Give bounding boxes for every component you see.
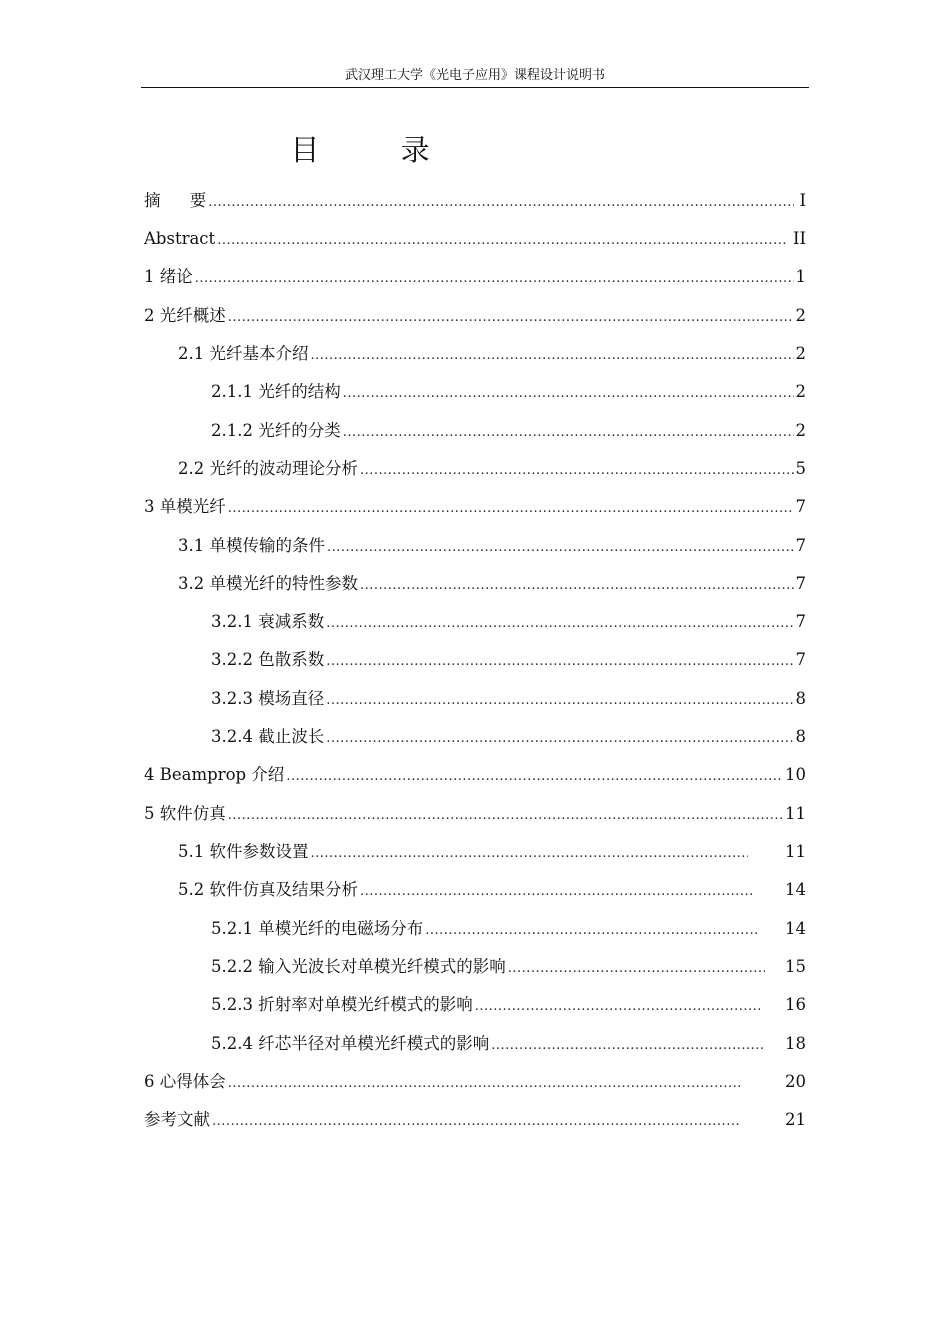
toc-entry-label: 3.2.3 模场直径 — [211, 689, 325, 708]
toc-entry-section-2-1[interactable] — [178, 342, 796, 366]
toc-leader-dots — [217, 229, 788, 253]
toc-entry-page: 14 — [785, 880, 806, 899]
toc-leader-dots — [228, 497, 794, 521]
toc-entry-label: 2.1.2 光纤的分类 — [211, 421, 341, 440]
toc-entry-section-3-2[interactable] — [178, 572, 796, 596]
toc-entry-page: 7 — [795, 536, 806, 555]
toc-entry-section-5-2-4[interactable] — [211, 1032, 767, 1056]
toc-leader-dots — [360, 574, 794, 598]
toc-entry-page: 2 — [795, 306, 806, 325]
toc-entry-label: 2.2 光纤的波动理论分析 — [178, 459, 358, 478]
toc-entry-page: 15 — [785, 957, 806, 976]
toc-entry-section-5-2[interactable] — [178, 878, 754, 902]
toc-entry-page: 2 — [795, 421, 806, 440]
toc-entry-label: Abstract — [144, 229, 216, 248]
toc-entry-section-3-2-2[interactable] — [211, 648, 796, 672]
toc-leader-dots — [311, 842, 749, 866]
toc-entry-page: 7 — [795, 574, 806, 593]
toc-entry-chapter-5[interactable] — [144, 802, 784, 826]
toc-entry-label: 2.1 光纤基本介绍 — [178, 344, 309, 363]
toc-entry-section-5-1[interactable] — [178, 840, 750, 864]
toc-entry-label: 5.2.1 单模光纤的电磁场分布 — [211, 919, 424, 938]
toc-entry-label: 5.2.3 折射率对单模光纤模式的影响 — [211, 995, 473, 1014]
toc-entry-label: 5 软件仿真 — [144, 804, 226, 823]
toc-leader-dots — [311, 344, 795, 368]
toc-leader-dots — [326, 689, 794, 713]
toc-entry-section-3-1[interactable] — [178, 534, 796, 558]
toc-entry-page: 18 — [785, 1034, 806, 1053]
toc-leader-dots — [326, 650, 794, 674]
header-rule — [141, 87, 809, 88]
toc-leader-dots — [326, 727, 794, 751]
toc-entry-page: 14 — [785, 919, 806, 938]
toc-entry-page: 21 — [785, 1110, 806, 1129]
toc-entry-section-5-2-3[interactable] — [211, 993, 765, 1017]
toc-entry-label: 5.1 软件参数设置 — [178, 842, 309, 861]
toc-entry-label: 3.2.4 截止波长 — [211, 727, 325, 746]
toc-leader-dots — [228, 804, 782, 828]
toc-entry-label: 1 绪论 — [144, 267, 193, 286]
toc-entry-page: 8 — [795, 727, 806, 746]
toc-entry-chapter-3[interactable] — [144, 495, 796, 519]
toc-entry-chapter-4[interactable] — [144, 763, 784, 787]
toc-leader-dots — [508, 957, 765, 981]
toc-entry-page: II — [792, 229, 806, 248]
toc-entry-chapter-1[interactable] — [144, 265, 796, 289]
toc-entry-section-3-2-3[interactable] — [211, 687, 796, 711]
toc-entry-page: 10 — [785, 765, 806, 784]
toc-entry-abstract-en[interactable] — [144, 227, 790, 251]
toc-entry-section-5-2-1[interactable] — [211, 917, 759, 941]
toc-entry-page: 11 — [785, 804, 806, 823]
toc-leader-dots — [343, 421, 794, 445]
toc-leader-dots — [208, 191, 794, 215]
toc-entry-page: 5 — [795, 459, 806, 478]
toc-entry-abstract-cn[interactable] — [144, 189, 796, 213]
toc-leader-dots — [212, 1110, 740, 1134]
toc-leader-dots — [360, 880, 752, 904]
toc-entry-page: 16 — [785, 995, 806, 1014]
toc-entry-chapter-6[interactable] — [144, 1070, 744, 1094]
toc-entry-page: 20 — [785, 1072, 806, 1091]
toc-entry-page: 7 — [795, 497, 806, 516]
toc-entry-label: 2 光纤概述 — [144, 306, 226, 325]
toc-entry-chapter-2[interactable] — [144, 304, 796, 328]
toc-entry-section-2-1-1[interactable] — [211, 380, 796, 404]
toc-entry-section-2-2[interactable] — [178, 457, 796, 481]
toc-entry-section-3-2-4[interactable] — [211, 725, 796, 749]
toc-leader-dots — [491, 1034, 765, 1058]
toc-leader-dots — [327, 536, 794, 560]
running-header: 武汉理工大学《光电子应用》课程设计说明书 — [344, 68, 605, 83]
toc-entry-label: 3.2.1 衰减系数 — [211, 612, 325, 631]
toc-entry-page: 8 — [795, 689, 806, 708]
toc-leader-dots — [343, 382, 794, 406]
toc-leader-dots — [228, 1072, 742, 1096]
toc-leader-dots — [195, 267, 794, 291]
toc-entry-page: I — [799, 191, 806, 210]
toc-entry-page: 7 — [795, 650, 806, 669]
toc-entry-label: 6 心得体会 — [144, 1072, 226, 1091]
toc-entry-references[interactable] — [144, 1108, 742, 1132]
toc-leader-dots — [360, 459, 794, 483]
toc-leader-dots — [286, 765, 782, 789]
toc-leader-dots — [228, 306, 794, 330]
toc-entry-label: 参考文献 — [144, 1110, 210, 1129]
toc-entry-label: 3.2.2 色散系数 — [211, 650, 325, 669]
toc-entry-label: 摘 要 — [144, 191, 207, 210]
toc-entry-label: 3 单模光纤 — [144, 497, 226, 516]
toc-entry-label: 3.1 单模传输的条件 — [178, 536, 325, 555]
toc-entry-label: 5.2.2 输入光波长对单模光纤模式的影响 — [211, 957, 506, 976]
toc-entry-label: 5.2.4 纤芯半径对单模光纤模式的影响 — [211, 1034, 490, 1053]
toc-entry-section-3-2-1[interactable] — [211, 610, 796, 634]
toc-entry-section-2-1-2[interactable] — [211, 419, 796, 443]
toc-entry-label: 3.2 单模光纤的特性参数 — [178, 574, 358, 593]
toc-leader-dots — [326, 612, 794, 636]
toc-entry-label: 2.1.1 光纤的结构 — [211, 382, 341, 401]
toc-title: 目 录 — [290, 133, 466, 167]
toc-entry-page: 2 — [795, 344, 806, 363]
toc-entry-section-5-2-2[interactable] — [211, 955, 767, 979]
toc-leader-dots — [475, 995, 763, 1019]
toc-entry-label: 4 Beamprop 介绍 — [144, 765, 285, 784]
toc-leader-dots — [425, 919, 757, 943]
toc-entry-page: 7 — [795, 612, 806, 631]
toc-entry-page: 1 — [795, 267, 806, 286]
toc-entry-page: 2 — [795, 382, 806, 401]
toc-entry-page: 11 — [785, 842, 806, 861]
toc-entry-label: 5.2 软件仿真及结果分析 — [178, 880, 358, 899]
